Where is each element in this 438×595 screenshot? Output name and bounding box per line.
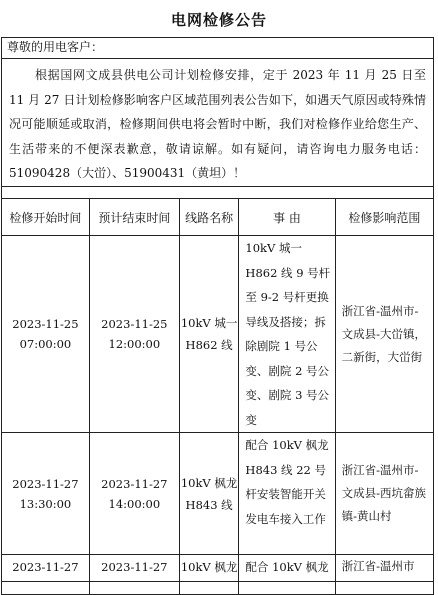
line-name-part-2: H843 线 — [185, 497, 233, 512]
end-time-cell — [89, 433, 179, 555]
greeting-text: 尊敬的用电客户： — [1, 37, 434, 59]
table-header-row — [2, 199, 434, 236]
table-row — [2, 236, 434, 433]
notice-paragraph: 根据国网文成县供电公司计划检修安排，定于 2023 年 11 月 25 日至 11 月 27 日计划检修影响客户区域范围列表公告如下，如遇天气原因或特殊情况可能顺延或取消，检修期间供电将会暂时中断，我们对检修作业给您生产、生活带来的不便深表歉意，敬请谅解。如有疑问，请咨询电力服务电话：51090428（大峃）、51900431（黄坦）！ — [1, 59, 434, 187]
start-time-cell — [2, 555, 90, 595]
end-date: 2023-11-25 — [101, 317, 168, 331]
header-end-time: 预计结束时间 — [89, 199, 179, 236]
line-name-part-1: 10kV 枫龙 — [180, 475, 238, 490]
start-clock: 07:00:00 — [19, 337, 72, 351]
affected-area-cell: 浙江省-温州市 — [335, 555, 433, 595]
end-clock: 14:00:00 — [108, 496, 161, 511]
line-name-part-1: 10kV 枫龙 — [180, 560, 238, 574]
page-title: 电网检修公告 — [170, 11, 267, 29]
end-time-cell — [89, 236, 179, 433]
start-time-cell — [2, 433, 90, 555]
end-clock: 12:00:00 — [108, 337, 161, 351]
matter-cell: 配合 10kV 枫龙 H843 线 22 号杆安装智能开关发电车接入工作 — [239, 433, 335, 555]
line-name-part-1: 10kV 城一 — [180, 316, 238, 330]
affected-area-cell: 浙江省-温州市-文成县-西坑畲族镇-黄山村 — [335, 433, 433, 555]
header-matter: 事 由 — [239, 199, 335, 236]
end-date: 2023-11-27 — [101, 476, 168, 491]
end-time-cell — [89, 555, 179, 595]
start-clock: 13:30:00 — [19, 496, 72, 511]
line-name-part-2: H862 线 — [185, 338, 233, 352]
start-time-cell — [2, 236, 90, 433]
affected-area-cell: 浙江省-温州市-文成县-大峃镇，二新街，大峃街 — [335, 236, 433, 433]
section-spacer — [1, 186, 434, 198]
header-start-time: 检修开始时间 — [2, 199, 90, 236]
line-name-cell — [179, 433, 239, 555]
matter-cell: 10kV 城一 H862 线 9 号杆至 9-2 号杆更换导线及搭接；拆除剧院 1 号公变、剧院 2 号公变、剧院 3 号公变 — [239, 236, 335, 433]
start-date: 2023-11-27 — [12, 476, 79, 491]
matter-cell: 配合 10kV 枫龙 — [239, 555, 335, 595]
table-row — [2, 555, 434, 595]
start-date: 2023-11-25 — [12, 317, 79, 331]
line-name-cell — [179, 555, 239, 595]
maintenance-schedule-table — [1, 198, 434, 595]
start-date: 2023-11-27 — [12, 560, 79, 574]
header-affected-area: 检修影响范围 — [335, 199, 433, 236]
line-name-cell — [179, 236, 239, 433]
header-line-name: 线路名称 — [179, 199, 239, 236]
end-date: 2023-11-27 — [101, 560, 168, 574]
table-row — [2, 433, 434, 555]
